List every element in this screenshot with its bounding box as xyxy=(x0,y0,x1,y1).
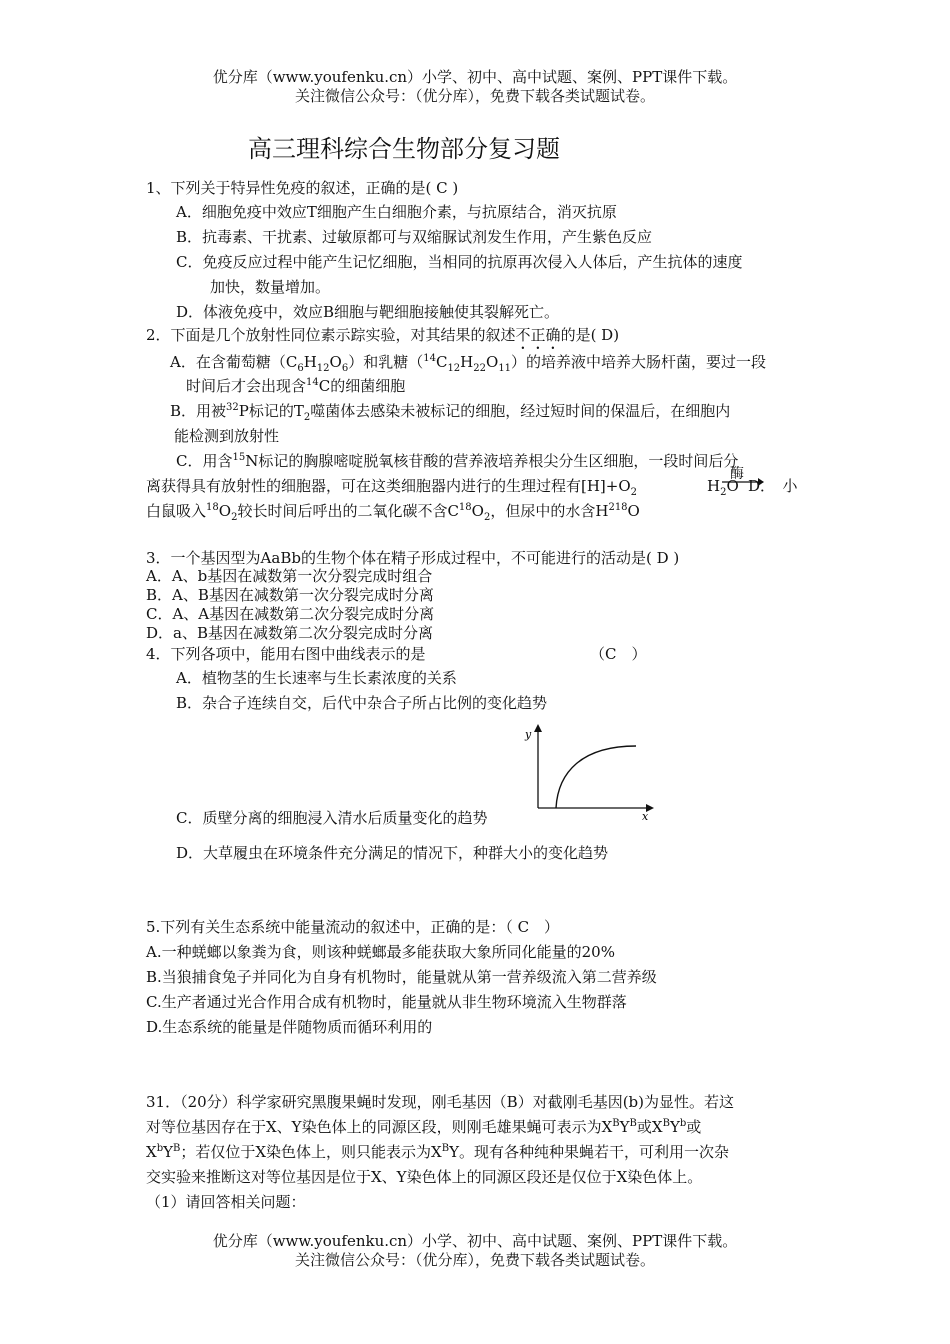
q31-line-4: 交实验来推断这对等位基因是位于X、Y染色体上的同源区段还是仅位于X染色体上。 xyxy=(146,1168,703,1186)
graph-x-label: x xyxy=(642,810,649,822)
graph-curve xyxy=(556,746,636,808)
q2-stem: 2．下面是几个放射性同位素示踪实验，对其结果的叙述不正确的是( D) xyxy=(146,326,620,344)
q31-line-1: 31．（20分）科学家研究黑腹果蝇时发现，刚毛基因（B）对截刚毛基因(b)为显性。若这 xyxy=(146,1093,735,1111)
q2-option-c-line2: 离获得具有放射性的细胞器，可在这类细胞器内进行的生理过程有$[H]+O_2$ xyxy=(146,477,638,498)
footer-line-2: 关注微信公众号：（优分库），免费下载各类试题试卷。 xyxy=(294,1251,655,1269)
q1-option-c-line1: C．免疫反应过程中能产生记忆细胞，当相同的抗原再次侵入人体后，产生抗体的速度 xyxy=(176,253,743,271)
q4-answer: （C ） xyxy=(590,645,647,663)
header-line-1: 优分库（www.youfenku.cn）小学、初中、高中试题、案例、PPT课件下载。 xyxy=(212,68,738,86)
q31-line-2: 对等位基因存在于X、Y染色体上的同源区段，则刚毛雄果蝇可表示为$X^BY^B$或$X^BY^b$或 xyxy=(146,1118,702,1136)
q2-water: $H_2O$ xyxy=(707,477,739,498)
q31-line-3: $X^bY^B$；若仅位于X染色体上，则只能表示为$X^BY$。现有各种纯种果蝇若干，可利用一次杂 xyxy=(146,1143,729,1161)
q2-emphasis: 不正确 xyxy=(515,326,561,344)
q4-option-b: B．杂合子连续自交，后代中杂合子所占比例的变化趋势 xyxy=(176,694,548,712)
enzyme-label: 酶 xyxy=(730,466,744,482)
q2-option-c-line1: C．用含$^{15}$N标记的胸腺嘧啶脱氧核苷酸的营养液培养根尖分生区细胞，一段时间后分 xyxy=(176,452,739,470)
q2-option-c-line3: 白鼠吸入$^{18}O_2$较长时间后呼出的二氧化碳不含$C^{18}O_2$，但尿中的水含$H^{218}O$ xyxy=(146,502,640,523)
q3-stem: 3．一个基因型为AaBb的生物个体在精子形成过程中，不可能进行的活动是( D ) xyxy=(146,549,680,567)
q1-option-b: B．抗毒素、干扰素、过敏原都可与双缩脲试剂发生作用，产生紫色反应 xyxy=(176,228,653,246)
q5-option-d: D.生态系统的能量是伴随物质而循环利用的 xyxy=(146,1018,433,1036)
q1-option-d: D．体液免疫中，效应B细胞与靶细胞接触使其裂解死亡。 xyxy=(176,303,560,321)
footer-line-1: 优分库（www.youfenku.cn）小学、初中、高中试题、案例、PPT课件下载。 xyxy=(212,1232,738,1250)
q3-option-d: D．a、B基因在减数第二次分裂完成时分离 xyxy=(146,624,433,642)
q4-option-d: D．大草履虫在环境条件充分满足的情况下，种群大小的变化趋势 xyxy=(176,844,609,862)
q1-stem: 1、下列关于特异性免疫的叙述，正确的是( C ) xyxy=(146,179,459,197)
q2-option-d-inline: D． 小 xyxy=(748,477,798,495)
q3-option-b: B．A、B基因在减数第一次分裂完成时分离 xyxy=(146,586,434,604)
page-title: 高三理科综合生物部分复习题 xyxy=(248,135,560,163)
q31-line-5: （1）请回答相关问题： xyxy=(146,1193,306,1211)
q5-option-c: C.生产者通过光合作用合成有机物时，能量就从非生物环境流入生物群落 xyxy=(146,993,627,1011)
q2-option-b-line1: B．用被$^{32}$P标记的$T_2$噬菌体去感染未被标记的细胞，经过短时间的保温后，在细胞内 xyxy=(170,402,731,423)
q2-option-a-line2: 时间后才会出现含$^{14}$C的细菌细胞 xyxy=(186,377,406,395)
graph-y-label: y xyxy=(525,728,532,741)
q1-option-a: A．细胞免疫中效应T细胞产生白细胞介素，与抗原结合，消灭抗原 xyxy=(176,203,617,221)
q3-option-c: C．A、A基因在减数第二次分裂完成时分离 xyxy=(146,605,435,623)
q2-option-b-line2: 能检测到放射性 xyxy=(174,427,280,445)
q1-option-c-line2: 加快，数量增加。 xyxy=(210,278,331,296)
header-line-2: 关注微信公众号：（优分库），免费下载各类试题试卷。 xyxy=(294,87,655,105)
q5-option-b: B.当狼捕食兔子并同化为自身有机物时，能量就从第一营养级流入第二营养级 xyxy=(146,968,657,986)
graph-y-arrow xyxy=(534,724,542,732)
q5-stem: 5.下列有关生态系统中能量流动的叙述中，正确的是：（ C ） xyxy=(146,918,560,936)
q4-stem: 4．下列各项中，能用右图中曲线表示的是 xyxy=(146,645,426,663)
q3-option-a: A．A、b基因在减数第一次分裂完成时组合 xyxy=(146,567,433,585)
q5-option-a: A.一种蜣螂以象粪为食，则该种蜣螂最多能获取大象所同化能量的20% xyxy=(146,943,615,961)
q4-option-c: C．质壁分离的细胞浸入清水后质量变化的趋势 xyxy=(176,809,488,827)
q4-option-a: A．植物茎的生长速率与生长素浓度的关系 xyxy=(176,669,457,687)
q4-curve-graph xyxy=(522,722,658,822)
q2-option-a-line1: A．在含葡萄糖$(C_6H_{12}O_6)$和乳糖$(^{14}C_{12}H_{22}O_{11})$的培养液中培养大肠杆菌，要过一段 xyxy=(170,353,767,374)
